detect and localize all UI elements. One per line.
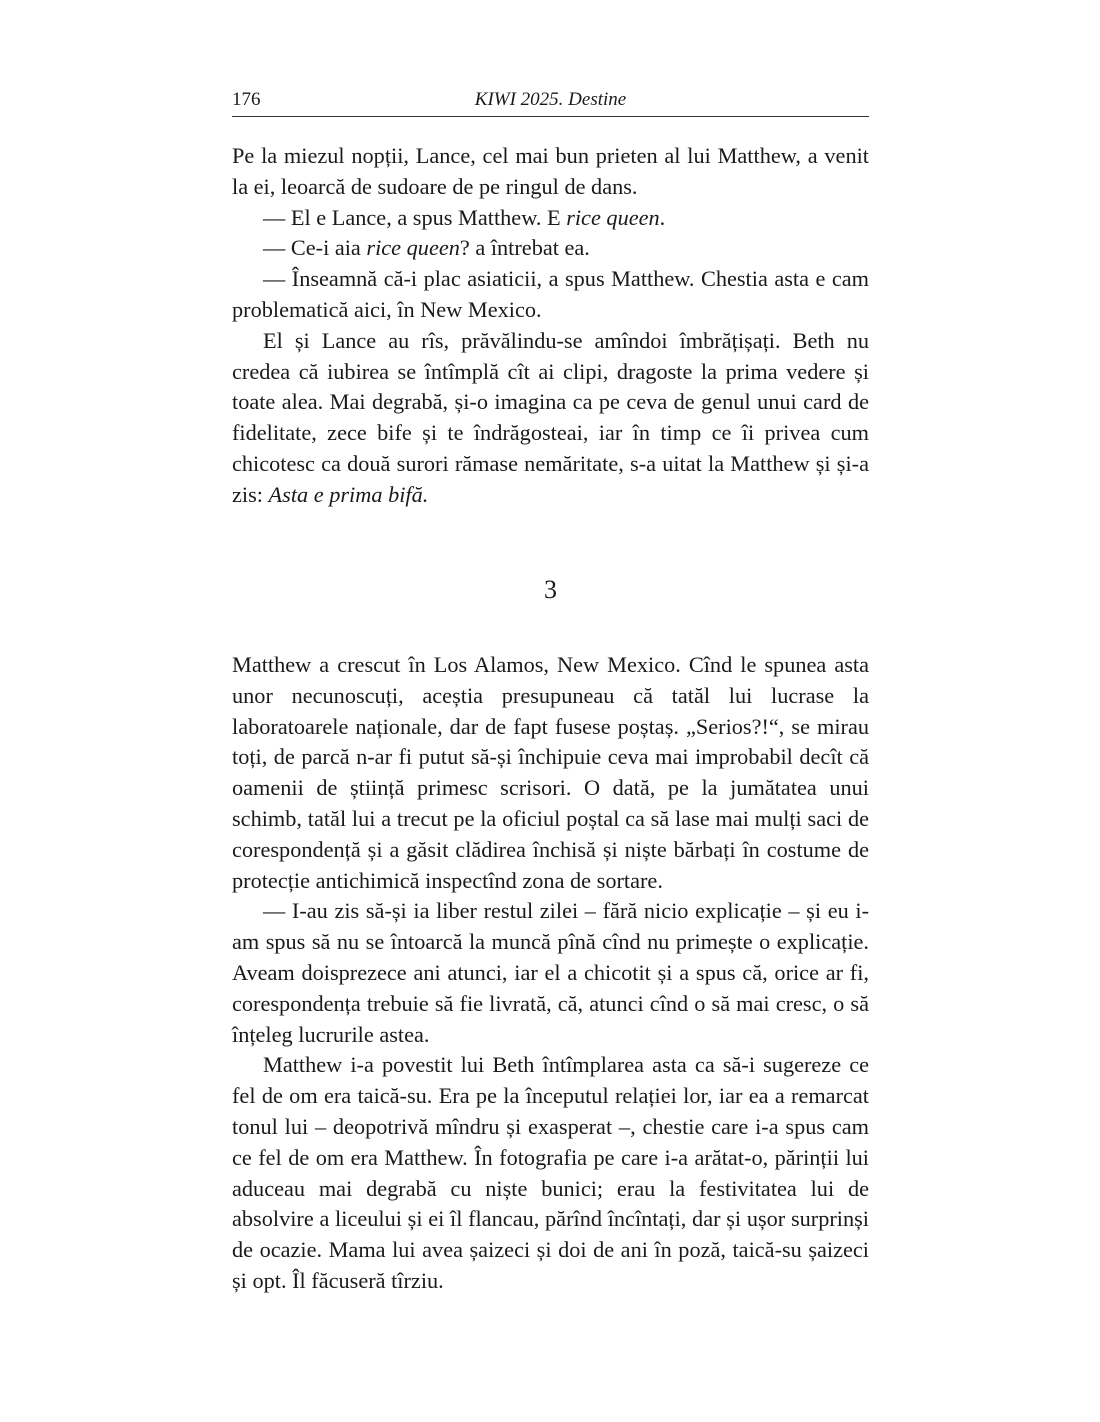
page-number: 176 (232, 89, 261, 110)
paragraph-text: ? a întrebat ea. (459, 235, 590, 261)
paragraph-text: . (659, 204, 666, 230)
paragraph-text: — Ce-i aia (263, 235, 367, 261)
italic-phrase: rice queen (366, 235, 460, 261)
paragraph (232, 326, 869, 511)
page-header (232, 86, 869, 116)
italic-phrase: Asta e prima bifă. (268, 481, 429, 507)
paragraph-text: El și Lance au rîs, prăvălindu-se amîndoi îmbrățișați. Beth nu credea că iubirea se întîmplă cît ai clipi, dragoste la prima vedere și toate alea. Mai degrabă, și-o imagina ca pe ceva de genul unui card de fidelitate, zece bife și te îndrăgosteai, iar în timp ce îi privea cum chicotesc ca două surori rămase nemăritate, s-a uitat la Matthew și și-a zis: (232, 327, 869, 507)
header-rule (232, 116, 869, 117)
paragraph (232, 233, 869, 264)
paragraph: Matthew i-a povestit lui Beth întîmplarea asta ca să-i sugereze ce fel de om era taică-su. Era pe la începutul relației lor, iar ea a remarcat tonul lui – deopotrivă mîndru și exasperat –, chestie care i-a spus cam ce fel de om era Matthew. În fotografia pe care i-a arătat-o, părinții lui aduceau mai degrabă cu niște bunici; erau la festivitatea lui de absolvire a liceului și ei îl flancau, părînd încîntați, dar și ușor surprinși de ocazie. Mama lui avea șaizeci și doi de ani în poză, taică-su șaizeci și opt. Îl făcuseră tîrziu. (232, 1052, 869, 1293)
paragraph-text: — El e Lance, a spus Matthew. E (263, 204, 567, 230)
italic-phrase: rice queen (566, 204, 660, 230)
paragraph: — Înseamnă că-i plac asiaticii, a spus Matthew. Chestia asta e cam problematică aici, în New Mexico. (232, 266, 869, 322)
paragraph (232, 203, 869, 234)
chapter-number: 3 (544, 575, 557, 604)
section-two-text (232, 650, 869, 1297)
paragraph: Matthew a crescut în Los Alamos, New Mexico. Cînd le spunea asta unor necunoscuți, aceștia presupuneau că tatăl lui lucrase la laboratoarele naționale, dar de fapt fusese poștaș. „Serios?!“, se mirau toți, de parcă n-ar fi putut să-și închipuie ceva mai improbabil decît că oamenii de știință primesc scrisori. O dată, pe la jumătatea unui schimb, tatăl lui a trecut pe la oficiul poștal ca să lase mai mulți saci de corespondență și a găsit clădirea închisă și niște bărbați în costume de protecție antichimică inspectînd zona de sortare. (232, 652, 869, 893)
paragraph: Pe la miezul nopții, Lance, cel mai bun prieten al lui Matthew, a venit la ei, leoarcă de sudoare de pe ringul de dans. (232, 143, 869, 199)
paragraph: — I-au zis să-și ia liber restul zilei – fără nicio explicație – și eu i-am spus să nu se întoarcă la muncă pînă cînd nu primește o explicație. Aveam doisprezece ani atunci, iar el a chicotit și a spus că, orice ar fi, corespondența trebuie să fie livrată, că, atunci cînd o să mai cresc, o să înțeleg lucrurile astea. (232, 898, 869, 1047)
section-one-text (232, 141, 869, 511)
running-title: KIWI 2025. Destine (474, 89, 627, 110)
